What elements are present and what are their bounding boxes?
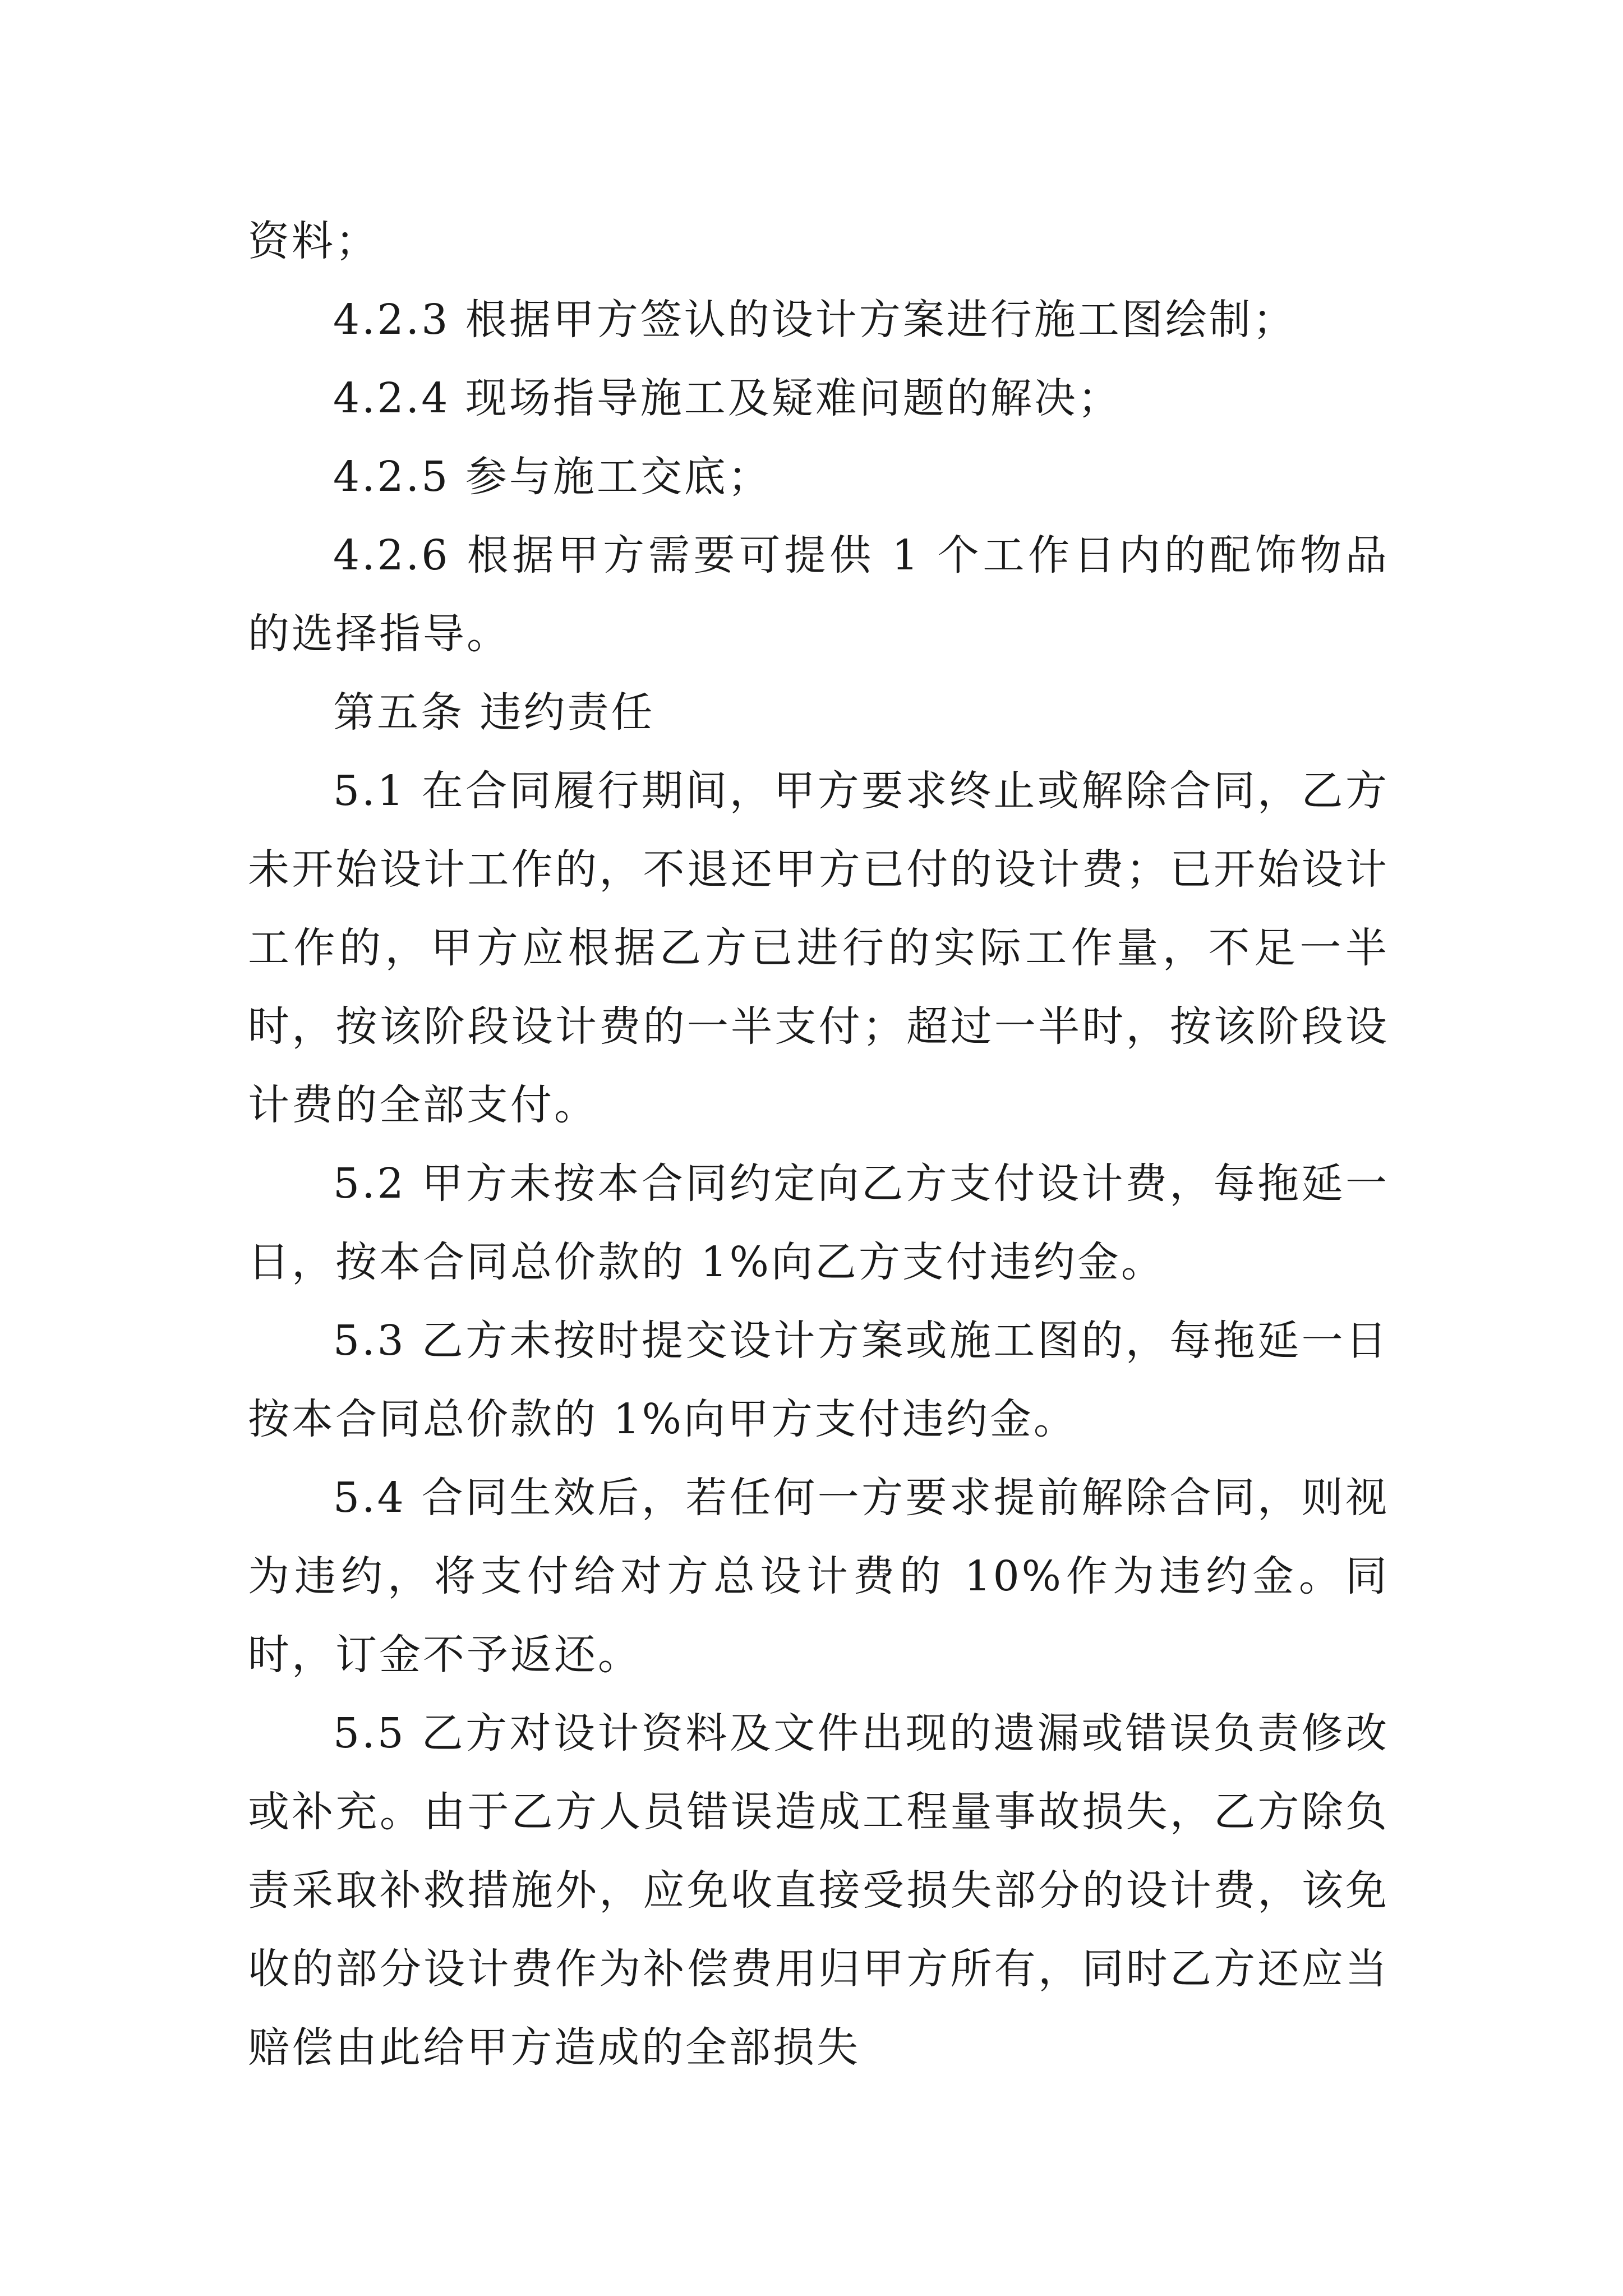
- clause-4-2-6: 4.2.6 根据甲方需要可提供 1 个工作日内的配饰物品的选择指导。: [248, 531, 1389, 658]
- clause-5-4: 5.4 合同生效后，若任何一方要求提前解除合同，则视为违约，将支付给对方总设计费的 10%作为违约金。同时，订金不予返还。: [248, 1474, 1389, 1679]
- clause-5-1: 5.1 在合同履行期间，甲方要求终止或解除合同，乙方未开始设计工作的，不退还甲方已付的设计费；已开始设计工作的，甲方应根据乙方已进行的实际工作量，不足一半时，按该阶段设计费的一半支付；超过一半时，按该阶段设计费的全部支付。: [248, 767, 1389, 1129]
- paragraph-continued-material: 资料；: [248, 217, 379, 265]
- clause-4-2-3: 4.2.3 根据甲方签认的设计方案进行施工图绘制；: [333, 296, 1297, 344]
- clause-5-5: 5.5 乙方对设计资料及文件出现的遗漏或错误负责修改或补充。由于乙方人员错误造成工程量事故损失，乙方除负责采取补救措施外，应免收直接受损失部分的设计费，该免收的部分设计费作为补偿费用归甲方所有，同时乙方还应当赔偿由此给甲方造成的全部损失: [248, 1709, 1389, 2072]
- article-5-heading: 第五条 违约责任: [333, 688, 655, 737]
- clause-5-2: 5.2 甲方未按本合同约定向乙方支付设计费，每拖延一日，按本合同总价款的 1%向乙方支付违约金。: [248, 1159, 1389, 1286]
- clause-5-3: 5.3 乙方未按时提交设计方案或施工图的，每拖延一日按本合同总价款的 1%向甲方支付违约金。: [248, 1317, 1389, 1443]
- clause-4-2-4: 4.2.4 现场指导施工及疑难问题的解决；: [333, 374, 1122, 422]
- contract-text-body: [248, 202, 1389, 2087]
- clause-4-2-5: 4.2.5 参与施工交底；: [333, 453, 772, 501]
